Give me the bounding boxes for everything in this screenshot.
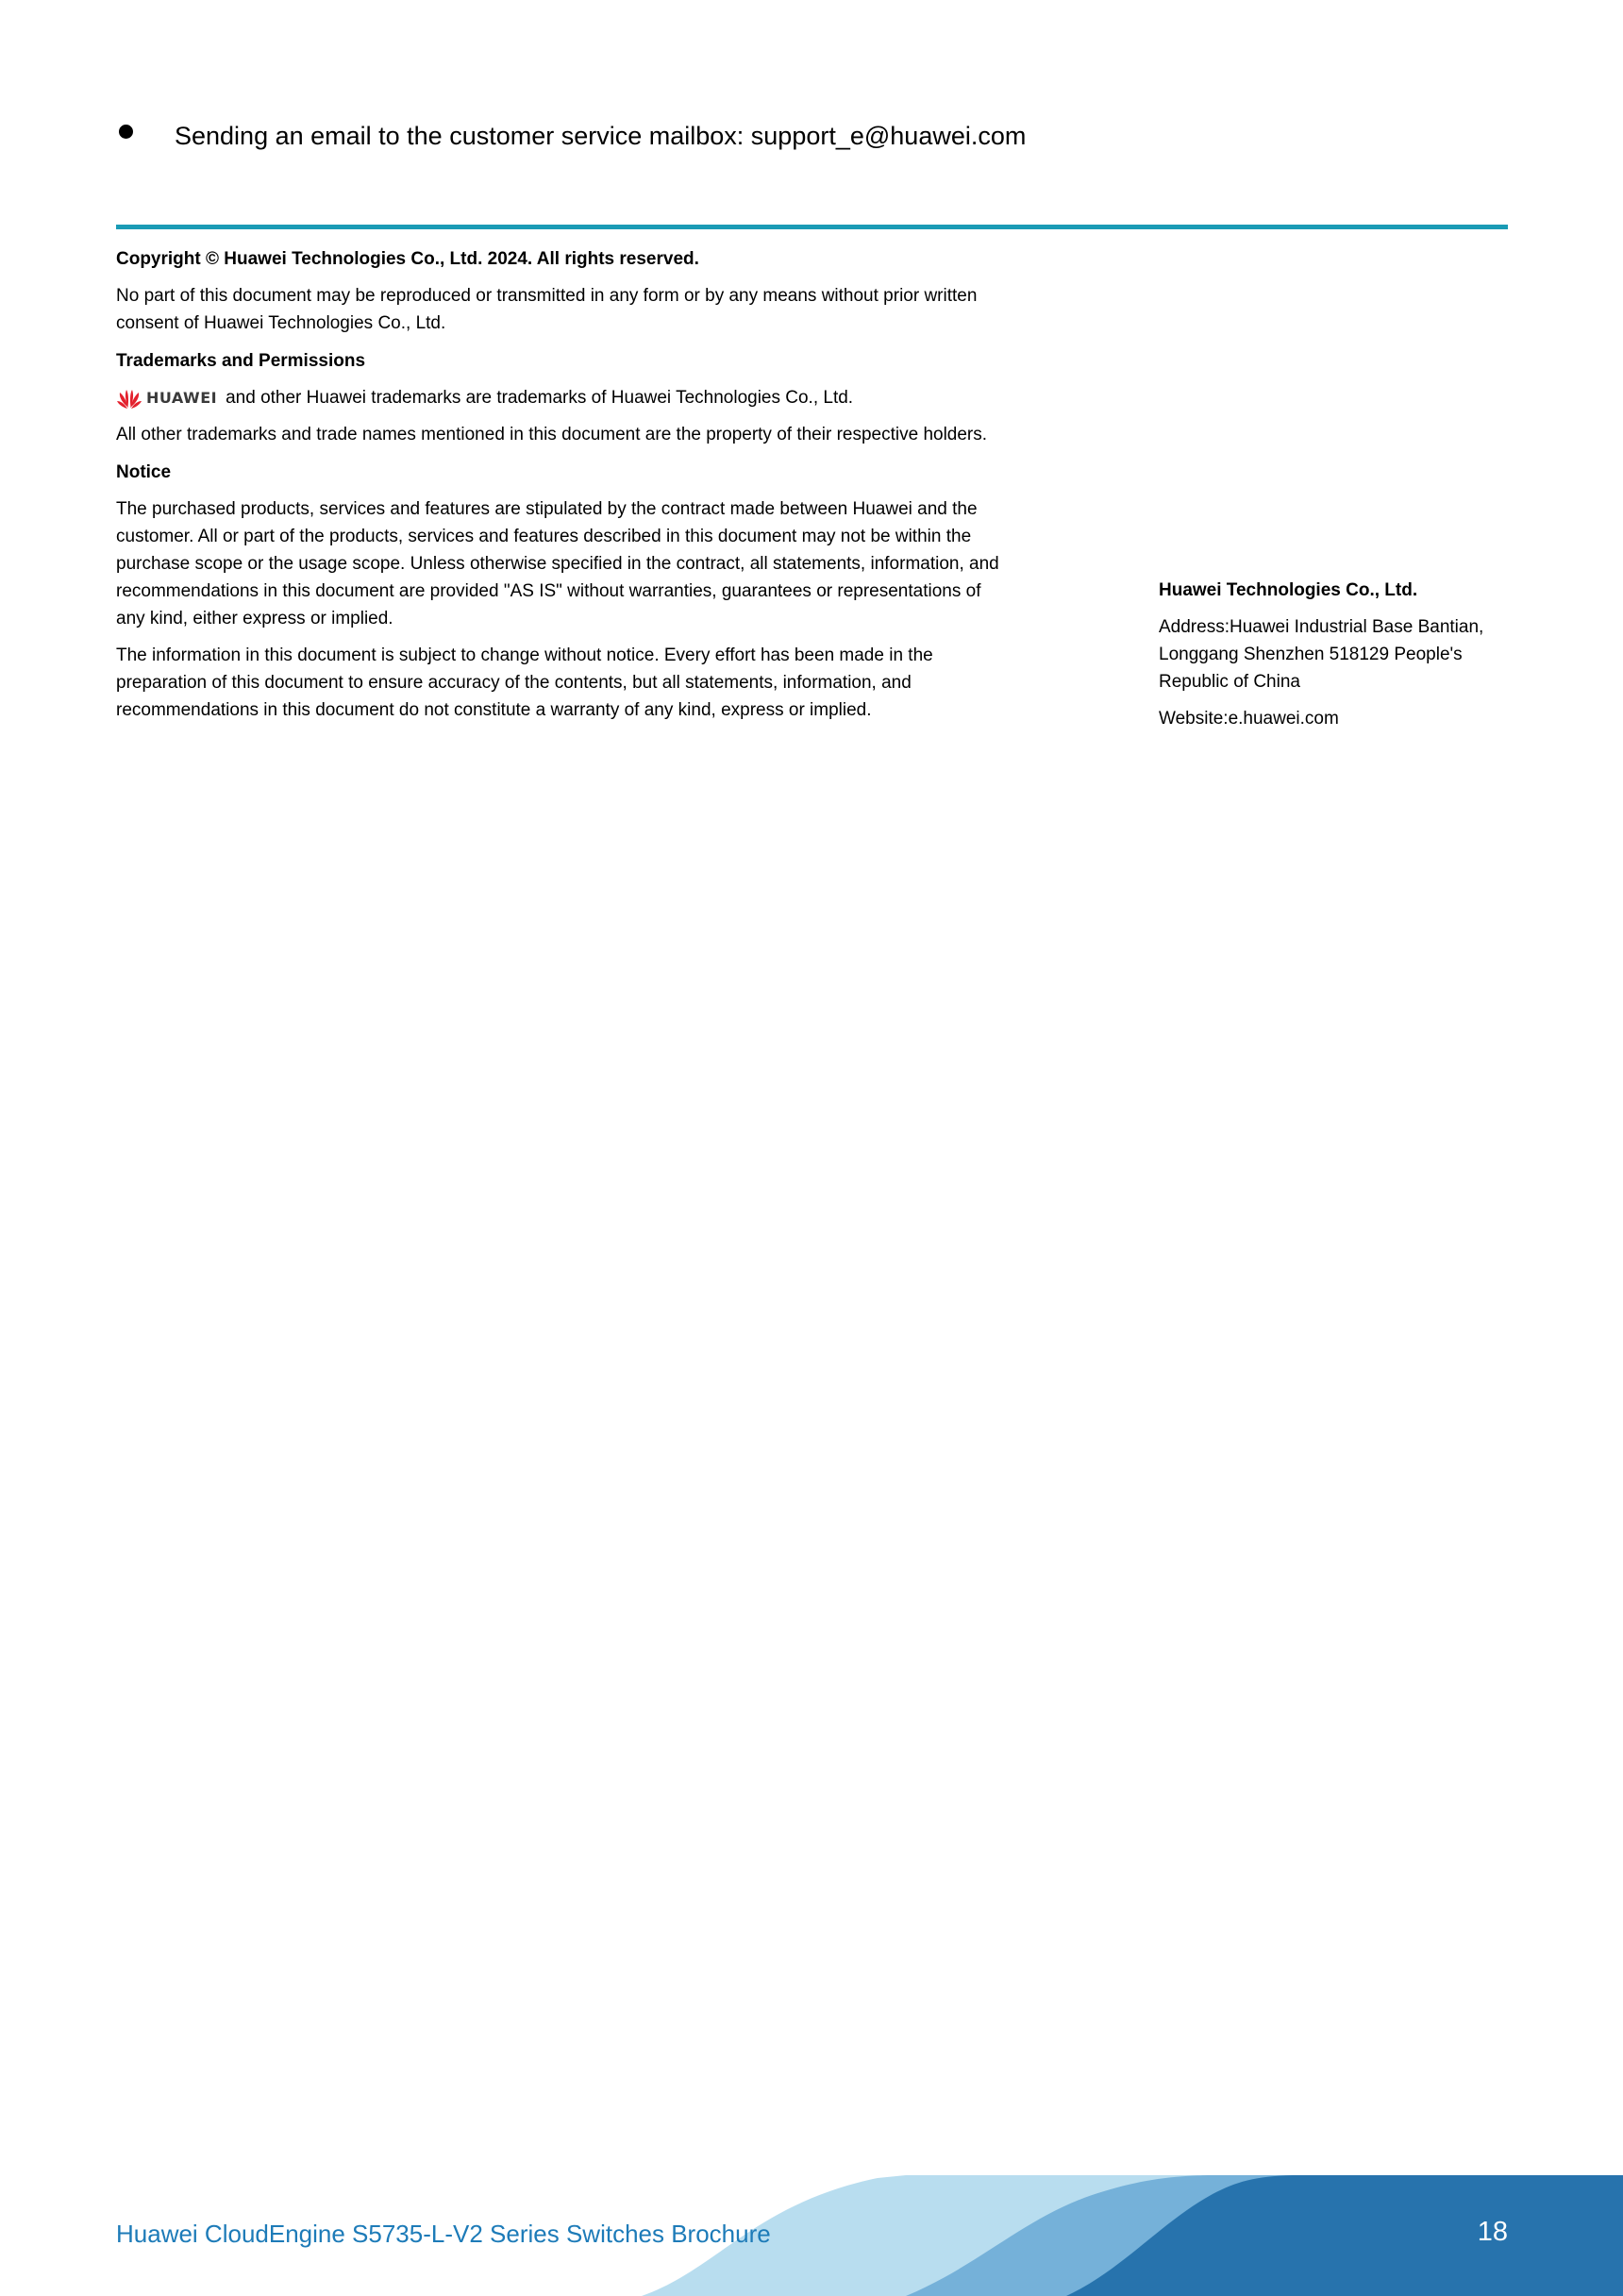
notice-paragraph-2-line-3: recommendations in this document do not constitute a warranty of any kind, express or implied. <box>116 700 872 720</box>
notice-paragraph-1-line-5: any kind, either express or implied. <box>116 609 393 628</box>
section-divider <box>116 225 1508 229</box>
notice-paragraph-1-line-2: customer. All or part of the products, services and features described in this document may not be within the <box>116 527 972 546</box>
huawei-flower-icon <box>116 387 142 410</box>
legal-notice-block <box>116 245 1079 724</box>
other-trademarks-text: All other trademarks and trade names mentioned in this document are the property of their respective holders. <box>116 425 988 444</box>
company-name: Huawei Technologies Co., Ltd. <box>1159 580 1418 600</box>
contact-bullet-item <box>116 117 1513 155</box>
trademarks-line <box>116 384 1079 411</box>
bullet-icon <box>119 125 133 139</box>
notice-paragraph-2-line-1: The information in this document is subject to change without notice. Every effort has been made in the <box>116 645 933 665</box>
notice-heading: Notice <box>116 462 172 482</box>
company-address-line-1: Address:Huawei Industrial Base Bantian, <box>1159 617 1484 637</box>
footer-document-title: Huawei CloudEngine S5735-L-V2 Series Switches Brochure <box>116 2220 771 2248</box>
copyright-heading: Copyright © Huawei Technologies Co., Ltd. 2024. All rights reserved. <box>116 249 699 269</box>
company-address-line-2: Longgang Shenzhen 518129 People's <box>1159 645 1463 664</box>
page-number: 18 <box>1477 2217 1508 2247</box>
company-address-line-3: Republic of China <box>1159 672 1300 692</box>
email-contact-text: Sending an email to the customer service mailbox: support_e@huawei.com <box>175 122 1027 150</box>
trademarks-text: and other Huawei trademarks are trademarks of Huawei Technologies Co., Ltd. <box>226 388 854 408</box>
notice-paragraph-1-line-3: purchase scope or the usage scope. Unless otherwise specified in the contract, all statements, information, and <box>116 554 999 574</box>
notice-paragraph-1-line-1: The purchased products, services and features are stipulated by the contract made between Huawei and the <box>116 499 978 519</box>
reproduction-line-2: consent of Huawei Technologies Co., Ltd. <box>116 313 446 333</box>
notice-paragraph-2-line-2: preparation of this document to ensure accuracy of the contents, but all statements, information, and <box>116 673 912 693</box>
trademarks-heading: Trademarks and Permissions <box>116 351 366 371</box>
reproduction-line-1: No part of this document may be reproduced or transmitted in any form or by any means without prior written <box>116 286 978 306</box>
logo-wordmark: HUAWEI <box>146 389 218 407</box>
notice-paragraph-1-line-4: recommendations in this document are provided "AS IS" without warranties, guarantees or representations of <box>116 581 981 601</box>
company-info-block <box>1159 577 1517 732</box>
company-website: Website:e.huawei.com <box>1159 709 1339 729</box>
huawei-logo <box>116 384 217 411</box>
